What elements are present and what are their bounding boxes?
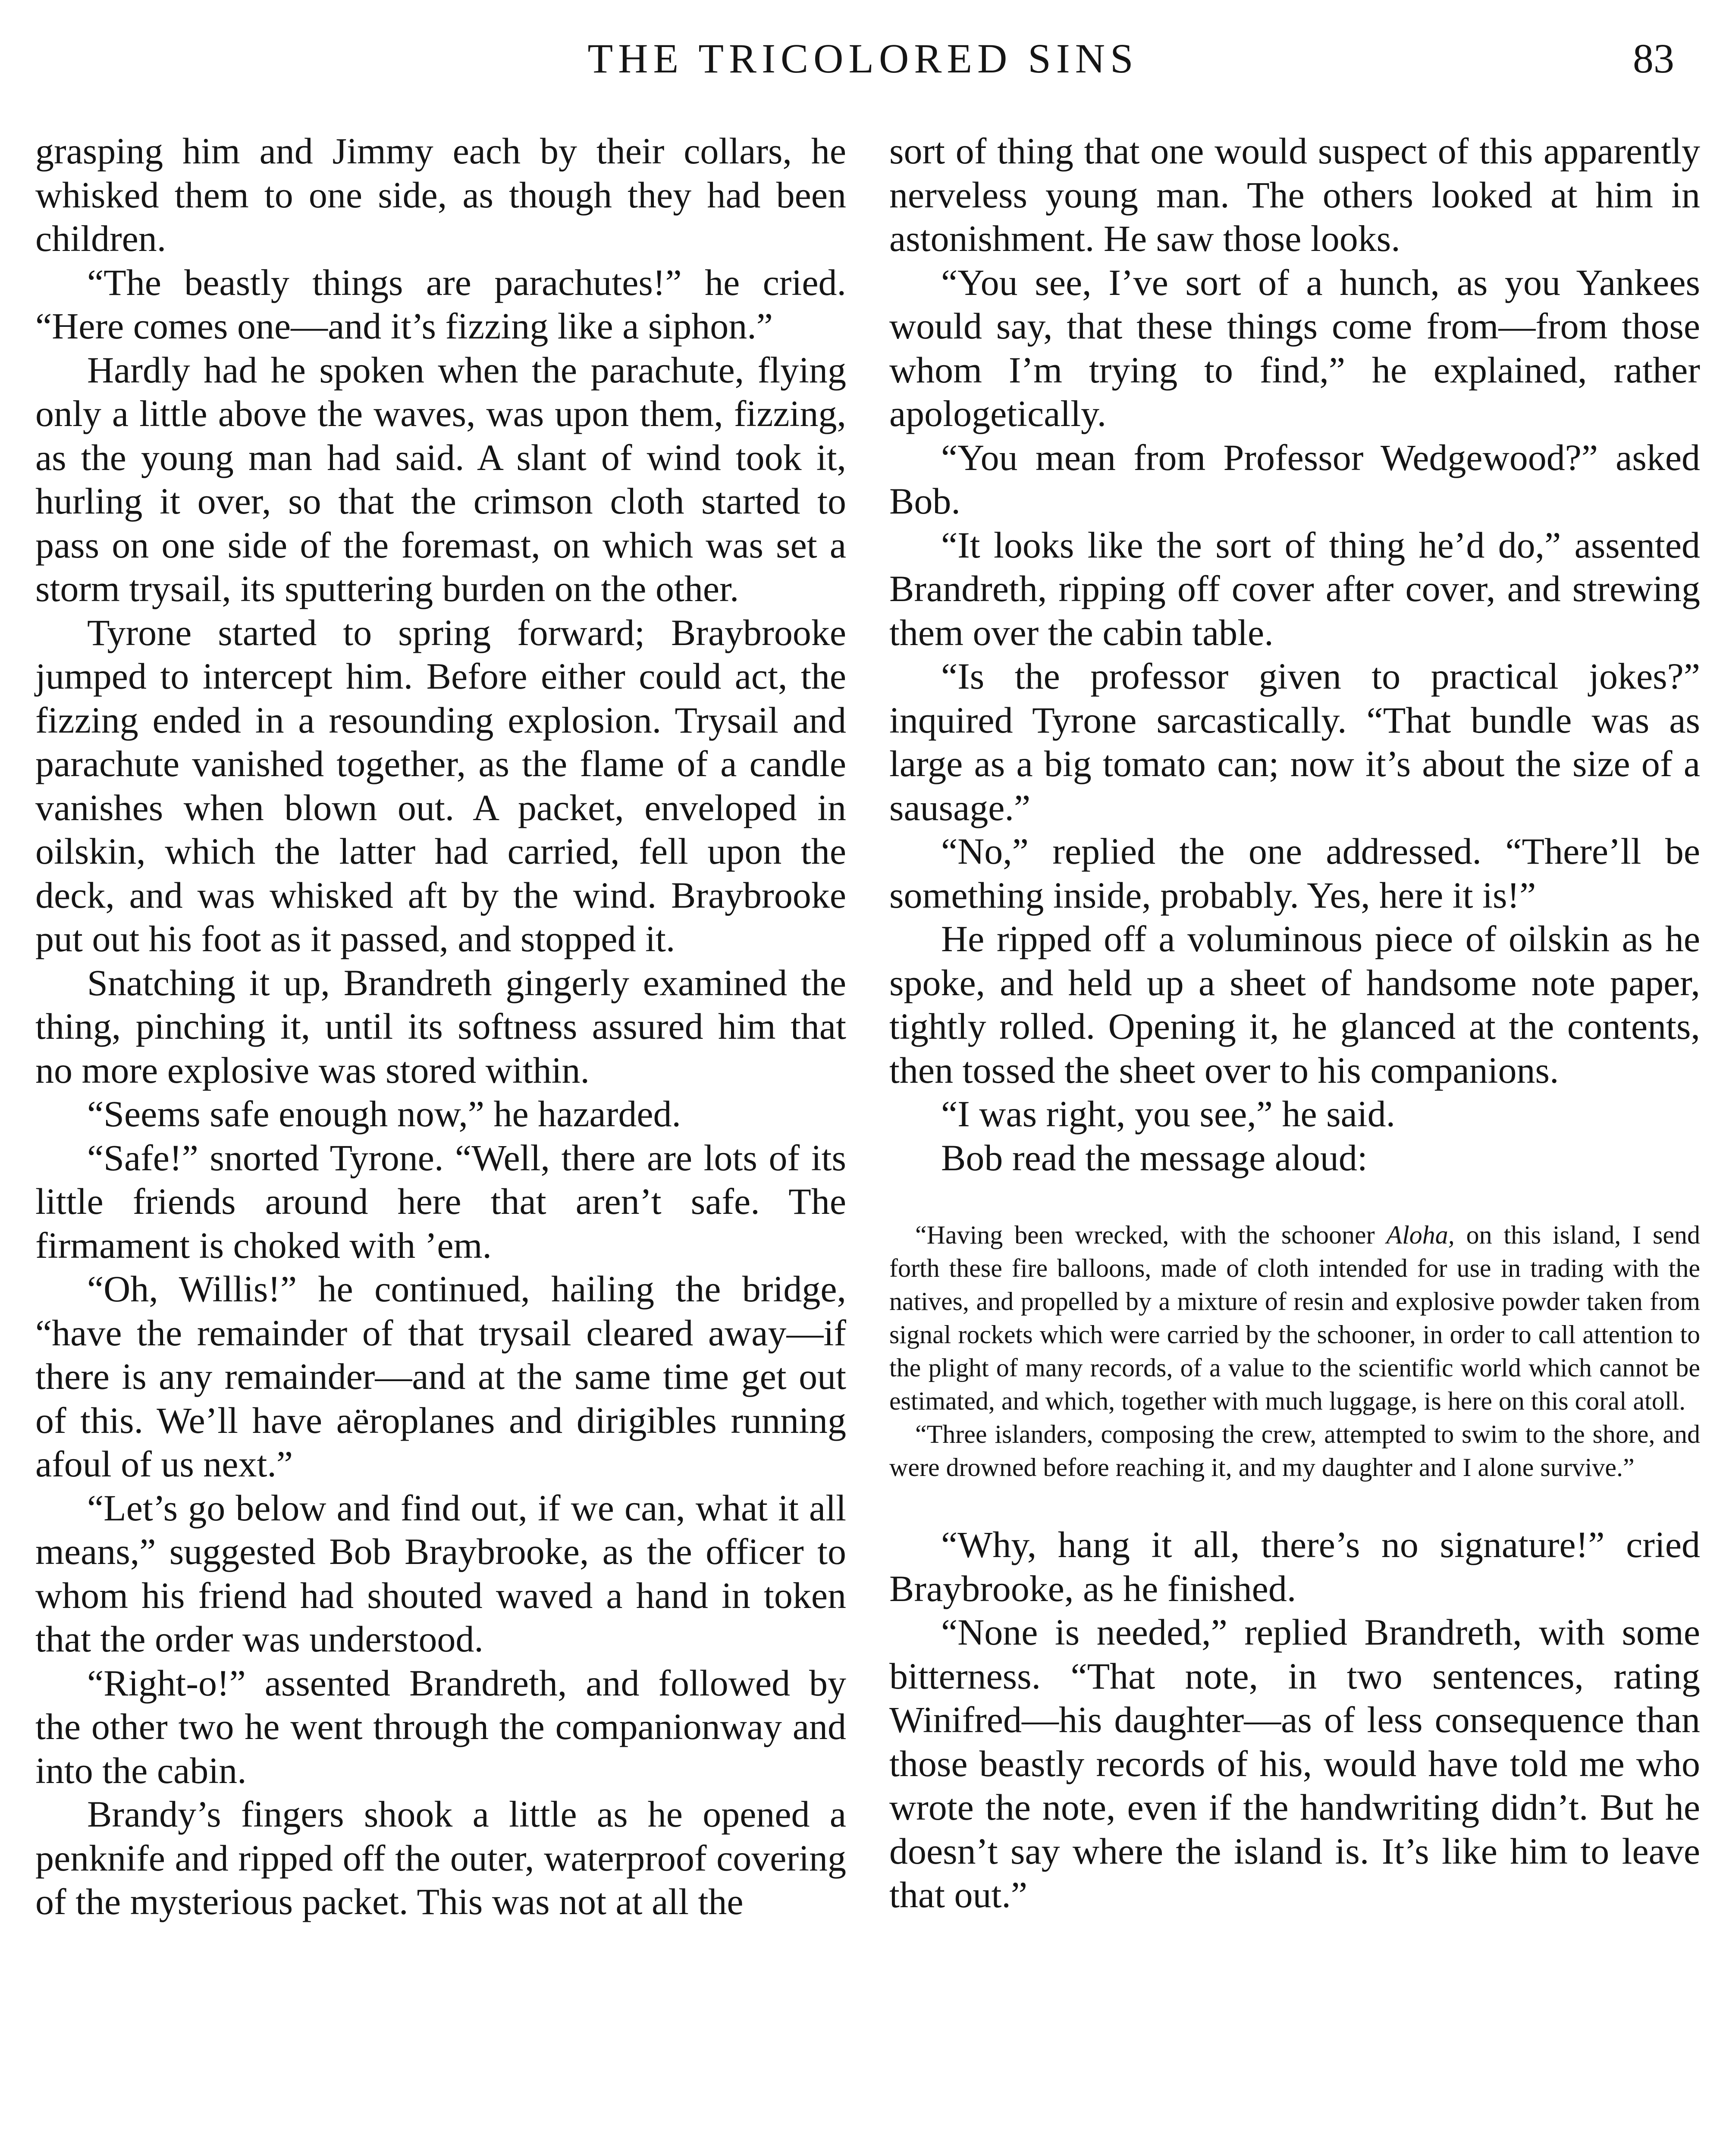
left-column bbox=[35, 129, 846, 1924]
paragraph: grasping him and Jimmy each by their collars, he whisked them to one side, as though they had been children. bbox=[35, 130, 846, 259]
quote-text: “Having been wrecked, with the schooner bbox=[915, 1221, 1387, 1249]
paragraph: He ripped off a voluminous piece of oilskin as he spoke, and held up a sheet of handsome note paper, tightly rolled. Opening it, he glanced at the contents, then tossed the sheet over to his companions. bbox=[889, 918, 1700, 1091]
paragraph: “Why, hang it all, there’s no signature!” cried Braybrooke, as he finished. bbox=[889, 1524, 1700, 1609]
paragraph: “No,” replied the one addressed. “There’ll be something inside, probably. Yes, here it is!” bbox=[889, 830, 1700, 916]
quote-paragraph bbox=[889, 1219, 1700, 1418]
paragraph: “Oh, Willis!” he continued, hailing the bridge, “have the remainder of that trysail cleared away—if there is any remainder—and at the same time get out of this. We’ll have aëroplanes and dirigibles running afoul of us next.” bbox=[35, 1268, 846, 1485]
paragraph: “The beastly things are parachutes!” he cried. “Here comes one—and it’s fizzing like a siphon.” bbox=[35, 261, 846, 347]
paragraph: Bob read the message aloud: bbox=[941, 1137, 1368, 1178]
paragraph: Tyrone started to spring forward; Braybrooke jumped to intercept him. Before either could act, the fizzing ended in a resounding explosion. Trysail and parachute vanished together, as the flame of a candle vanishes when blown out. A packet, enveloped in oilskin, which the latter had carried, fell upon the deck, and was whisked aft by the wind. Braybrooke put out his foot as it passed, and stopped it. bbox=[35, 611, 846, 959]
paragraph: “You mean from Professor Wedgewood?” asked Bob. bbox=[889, 436, 1700, 522]
paragraph: “It looks like the sort of thing he’d do,” assented Brandreth, ripping off cover after cover, and strewing them over the cabin table. bbox=[889, 524, 1700, 653]
paragraph: “Let’s go below and find out, if we can, what it all means,” suggested Bob Braybrooke, as the officer to whom his friend had shouted waved a hand in token that the order was understood. bbox=[35, 1487, 846, 1660]
paragraph: sort of thing that one would suspect of this apparently nerveless young man. The others looked at him in astonishment. He saw those looks. bbox=[889, 130, 1700, 259]
ship-name: Aloha, bbox=[1386, 1221, 1455, 1249]
paragraph: “None is needed,” replied Brandreth, with some bitterness. “That note, in two sentences, rating Winifred—his daughter—as of less consequence than those beastly records of his, would have told me who wrote the note, even if the handwriting didn’t. But he doesn’t say where the island is. It’s like him to leave that out.” bbox=[889, 1611, 1700, 1915]
page-number: 83 bbox=[1633, 35, 1674, 81]
paragraph: “Right-o!” assented Brandreth, and followed by the other two he went through the companionway and into the cabin. bbox=[35, 1662, 846, 1791]
paragraph: “I was right, you see,” he said. bbox=[941, 1093, 1396, 1134]
paragraph: “You see, I’ve sort of a hunch, as you Yankees would say, that these things come from—from those whom I’m trying to find,” he explained, rather apologetically. bbox=[889, 261, 1700, 434]
paragraph: “Is the professor given to practical jokes?” inquired Tyrone sarcastically. “That bundle was as large as a big tomato can; now it’s about the size of a sausage.” bbox=[889, 655, 1700, 828]
quote-paragraph: “Three islanders, composing the crew, attempted to swim to the shore, and were drowned before reaching it, and my daughter and I alone survive.” bbox=[889, 1420, 1700, 1482]
page-header bbox=[0, 30, 1726, 95]
right-column bbox=[889, 129, 1700, 1917]
quoted-message bbox=[889, 1219, 1700, 1484]
paragraph: Hardly had he spoken when the parachute, flying only a little above the waves, was upon them, fizzing, as the young man had said. A slant of wind took it, hurling it over, so that the crimson cloth started to pass on one side of the foremast, on which was set a storm trysail, its sputtering burden on the other. bbox=[35, 349, 846, 609]
paragraph: “Seems safe enough now,” he hazarded. bbox=[87, 1093, 681, 1134]
quote-text: on this island, I send forth these fire balloons, made of cloth intended for use in trading with the natives, and propelled by a mixture of resin and explosive powder taken from signal rockets which were carried by the schooner, in order to call attention to the plight of many records, of a value to the scientific world which cannot be estimated, and which, together with much luggage, is here on this coral atoll. bbox=[889, 1221, 1700, 1415]
paragraph: “Safe!” snorted Tyrone. “Well, there are lots of its little friends around here that aren’t safe. The firmament is choked with ’em. bbox=[35, 1137, 846, 1266]
running-title: THE TRICOLORED SINS bbox=[587, 35, 1139, 81]
paragraph: Brandy’s fingers shook a little as he opened a penknife and ripped off the outer, waterproof covering of the mysterious packet. This was not at all the bbox=[35, 1793, 846, 1922]
paragraph: Snatching it up, Brandreth gingerly examined the thing, pinching it, until its softness assured him that no more explosive was stored within. bbox=[35, 962, 846, 1091]
